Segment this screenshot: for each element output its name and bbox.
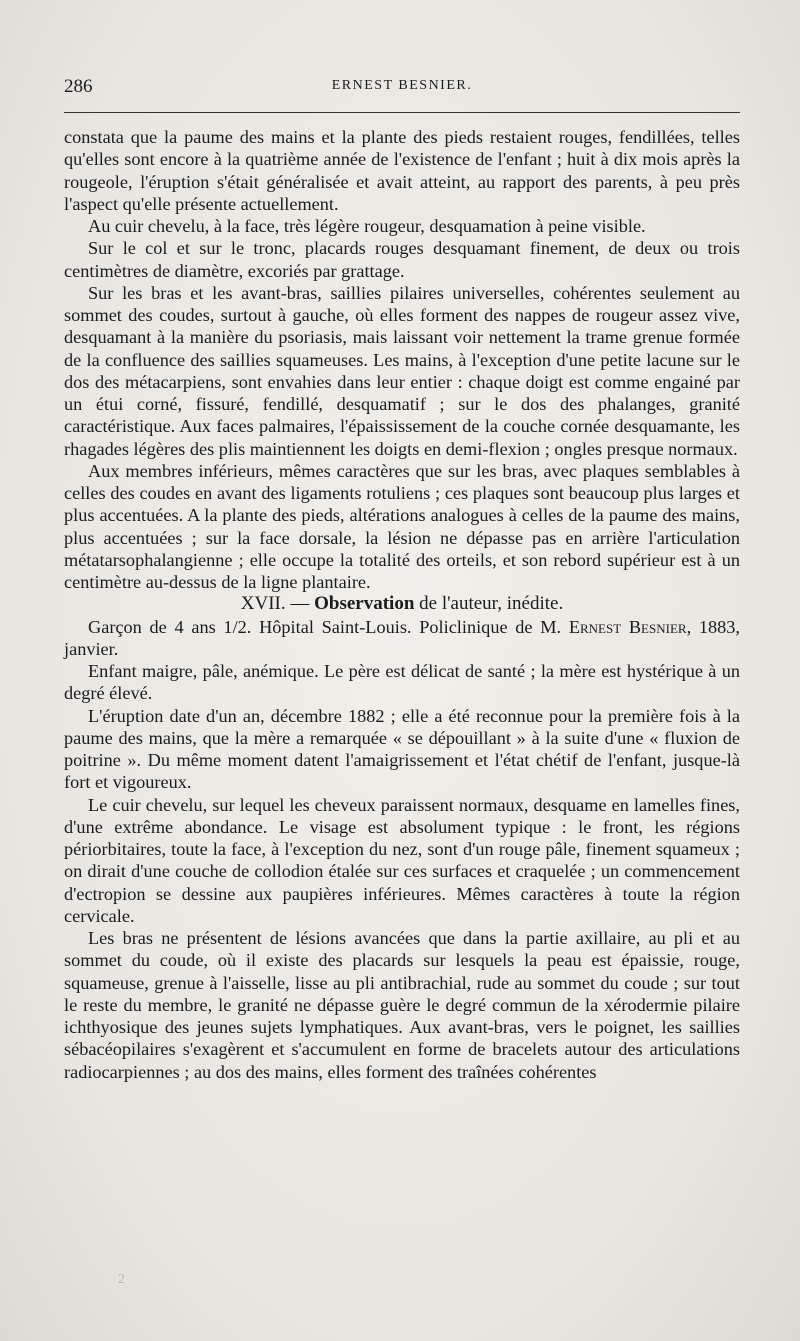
body-text: [64, 126, 740, 1083]
page-header: [64, 76, 740, 102]
running-head: ERNEST BESNIER.: [331, 78, 473, 93]
paragraph: Le cuir chevelu, sur lequel les cheveux paraissent normaux, desquame en lamelles fines, d'une extrême abondance. Le visage est absolument typique : le front, les régions périorbitaires, toute la face, à l'exception du nez, sont d'un rouge pâle, finement squameux ; on dirait d'une couche de collodion étalée sur ces surfaces et craquelée ; un commencement d'ectropion se dessine aux paupières inférieures. Mêmes caractères à toute la région cervicale.: [64, 794, 740, 926]
paragraph: Les bras ne présentent de lésions avancées que dans la partie axillaire, au pli et au sommet du coude, où il existe des placards sur lesquels la peau est épaissie, rouge, squameuse, grenue à l'aisselle, lisse au pli antibrachial, rude au sommet du coude ; sur tout le reste du membre, le granité ne dépasse guère le degré commun de la xérodermie pilaire ichthyosique des jeunes sujets lymphatiques. Aux avant-bras, vers le poignet, les saillies sébacéopilaires s'exagèrent et s'accumulent en forme de bracelets autour des articulations radiocarpiennes ; au dos des mains, elles forment des traînées cohérentes: [64, 928, 740, 1082]
paragraph: Sur les bras et les avant-bras, saillies pilaires universelles, cohérentes seulement au sommet des coudes, surtout à gauche, où elles forment des nappes de rougeur assez vive, desquamant à la manière du psoriasis, mais laissant voir nettement la trame grenue formée de la confluence des saillies squameuses. Les mains, à l'exception d'une petite lacune sur le dos des métacarpiens, sont envahies dans leur entier : chaque doigt est comme engainé par un étui corné, fissuré, fendillé, desquamatif ; sur le dos des phalanges, granité caractéristique. Aux faces palmaires, l'épaississement de la couche cornée desquamante, les rhagades légères des plis maintiennent les doigts en demi-flexion ; ongles presque normaux.: [64, 282, 740, 459]
paragraph: L'éruption date d'un an, décembre 1882 ; elle a été reconnue pour la première fois à la paume des mains, que la mère a remarquée « se dépouillant » à la suite d'une « fluxion de poitrine ». Du même moment datent l'amaigrissement et l'état chétif de l'enfant, jusque-là fort et vigoureux.: [64, 705, 740, 793]
section-obs: Observation: [314, 593, 415, 615]
header-rule: [64, 112, 740, 113]
paragraph-text: Garçon de 4 ans 1/2. Hôpital Saint-Louis. Policlinique de M.: [88, 616, 562, 637]
paragraph: Sur le col et sur le tronc, placards rouges desquamant finement, de deux ou trois centimètres de diamètre, excoriés par grattage.: [64, 238, 740, 281]
section-rest: de l'auteur, inédite.: [419, 593, 564, 615]
paragraph: [64, 616, 740, 661]
section-number: XVII. —: [240, 593, 310, 615]
author-name: Ernest Besnier: [568, 616, 687, 637]
paragraph: Aux membres inférieurs, mêmes caractères que sur les bras, avec plaques semblables à celles des coudes en avant des ligaments rotuliens ; ces plaques sont beaucoup plus larges et plus accentuées. A la plante des pieds, altérations analogues à celles de la paume des mains, plus accentuées ; sur la face dorsale, la lésion ne dépasse pas en arrière l'articulation métatarsophalangienne ; elle occupe la totalité des orteils, et son rebord supérieur est à un centimètre au-dessus de la ligne plantaire.: [64, 460, 740, 592]
paragraph: Au cuir chevelu, à la face, très légère rougeur, desquamation à peine visible.: [88, 216, 646, 236]
section-title: [64, 593, 740, 615]
footer-mark: 2: [118, 1272, 125, 1287]
paragraph: Enfant maigre, pâle, anémique. Le père est délicat de santé ; la mère est hystérique à un degré élevé.: [64, 661, 740, 704]
page-number: 286: [64, 76, 93, 97]
paragraph-text: , 1883, janvier.: [64, 616, 740, 659]
paragraph: constata que la paume des mains et la plante des pieds restaient rouges, fendillées, telles qu'elles sont encore à la quatrième année de l'existence de l'enfant ; huit à dix mois après la rougeole, l'éruption s'était généralisée et avait atteint, au rapport des parents, à peu près l'aspect qu'elle présente actuellement.: [64, 127, 740, 214]
